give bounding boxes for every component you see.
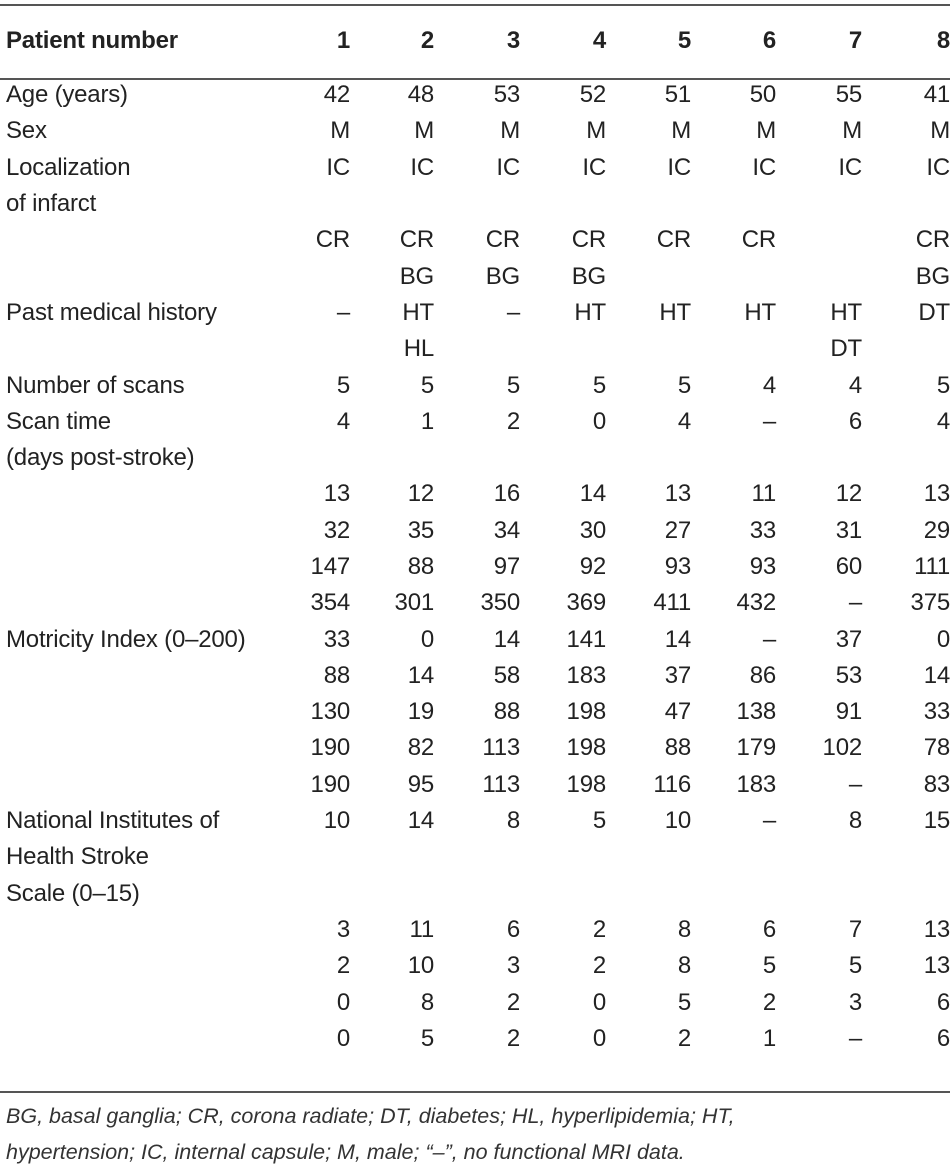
table-row [0,912,950,948]
table-row [0,767,950,803]
table-cell: 88 [493,698,520,726]
table-cell [862,186,950,222]
table-cell: 34 [493,516,520,544]
table-cell: HT [402,298,434,326]
table-cell: 60 [835,553,862,580]
table-cell: IC [926,153,950,181]
table-cell: IC [410,153,434,181]
table-cell: 2 [592,952,606,980]
table-cell: 83 [923,770,950,798]
table-cell: 198 [566,770,606,798]
table-cell: 58 [493,661,520,689]
table-cell: 2 [506,988,520,1016]
table-cell: 10 [323,807,350,835]
table-cell: 5 [848,952,862,980]
table-cell: – [848,1024,862,1052]
table-cell: 5 [762,952,776,980]
table-cell: 8 [677,915,691,943]
row-label [0,258,286,294]
table-cell: 354 [310,589,350,617]
table-cell: 183 [736,770,776,798]
table-cell: 14 [407,661,434,689]
table-cell: 8 [420,988,434,1016]
table-cell: 301 [394,589,434,617]
table-cell: 111 [914,553,950,580]
table-cell [862,839,950,875]
table-cell: 190 [310,734,350,762]
header-patient-6: 6 [762,27,776,54]
table-cell: 13 [323,480,350,508]
header-row [0,5,950,77]
table-cell: 8 [506,807,520,835]
table-cell: – [506,298,520,326]
table-row [0,621,950,657]
row-label: Scan time [6,407,111,435]
table-cell [776,876,862,912]
table-cell [691,258,776,294]
row-label [0,476,286,512]
table-row [0,77,950,113]
row-label [0,658,286,694]
header-patient-1: 1 [336,27,350,54]
table-row [0,948,950,984]
table-cell: 93 [664,553,691,580]
table-cell: 0 [592,407,606,435]
table-cell [691,876,776,912]
table-cell: 190 [310,770,350,798]
table-cell: CR [741,226,776,254]
table-cell: 2 [336,952,350,980]
table-cell: 198 [566,698,606,726]
table-cell [776,258,862,294]
table-cell: 41 [923,81,950,109]
table-cell: 113 [482,734,520,762]
table-cell: 0 [336,988,350,1016]
table-cell: 33 [323,625,350,653]
table-cell [520,876,606,912]
row-label: Past medical history [6,298,217,326]
table-cell: 37 [664,661,691,689]
table-cell [286,258,350,294]
table-cell: 198 [566,734,606,762]
table-cell: 95 [407,770,434,798]
table-row [0,150,950,186]
table-cell: 7 [848,915,862,943]
header-patient-5: 5 [677,27,691,54]
table-cell: CR [656,226,691,254]
table-row [0,839,950,875]
table-cell: 113 [482,770,520,798]
table-cell: HT [744,298,776,326]
table-cell: 5 [936,371,950,399]
table-cell [606,186,691,222]
table-cell: 42 [323,81,350,109]
row-label [0,585,286,621]
table-cell: 48 [407,81,434,109]
table-cell: 6 [936,988,950,1016]
table-cell: 27 [664,516,691,544]
table-cell: 97 [493,553,520,580]
table-cell [286,186,350,222]
table-cell: 5 [336,371,350,399]
table-cell: 88 [323,661,350,689]
table-cell [776,222,862,258]
table-cell: – [848,589,862,617]
table-cell: 31 [835,516,862,544]
table-cell: 35 [407,516,434,544]
table-cell: M [842,117,862,145]
header-patient-8: 8 [936,27,950,54]
table-cell: 88 [664,734,691,762]
table-cell: 141 [566,625,606,653]
table-cell: 51 [664,81,691,109]
table-cell: DT [918,298,950,326]
table-cell: 47 [664,698,691,726]
table-cell [606,876,691,912]
table-cell [434,440,520,476]
table-cell: 5 [506,371,520,399]
table-cell: HT [574,298,606,326]
table-cell [350,876,434,912]
table-row [0,222,950,258]
footnote [6,1098,946,1170]
table-cell: 116 [653,770,691,798]
table-row [0,440,950,476]
table-cell: M [671,117,691,145]
row-label: National Institutes of [6,807,220,835]
table-cell: 3 [336,915,350,943]
table-cell [776,440,862,476]
table-cell: 6 [848,407,862,435]
table-cell: 53 [835,661,862,689]
row-label: Scale (0–15) [6,879,140,907]
table-cell: DT [830,335,862,363]
table-cell: 6 [506,915,520,943]
table-cell: 0 [420,625,434,653]
table-cell [691,186,776,222]
table-row [0,730,950,766]
table-cell: 10 [664,807,691,835]
table-cell [606,839,691,875]
table-cell: 13 [923,915,950,943]
table-cell [606,258,691,294]
table-cell [520,839,606,875]
table-cell: 5 [592,807,606,835]
header-patient-3: 3 [506,27,520,54]
table-cell: 78 [923,734,950,762]
table-cell: 29 [923,516,950,544]
table-cell: IC [582,153,606,181]
table-row [0,113,950,149]
table-cell: 369 [566,589,606,617]
table-cell: BG [915,262,950,290]
table-cell: 92 [579,553,606,580]
table-cell: BG [399,262,434,290]
table-cell [434,839,520,875]
table-cell: 6 [762,915,776,943]
table-cell: IC [496,153,520,181]
row-label: Number of scans [6,371,185,399]
table-cell: 6 [936,1024,950,1052]
table-cell: 138 [736,698,776,726]
table-row [0,295,950,331]
row-label [0,694,286,730]
table-row [0,803,950,839]
table-cell: 30 [579,516,606,544]
row-label: Motricity Index (0–200) [6,625,246,653]
table-cell [286,331,350,367]
table-cell: M [930,117,950,145]
table-cell: 37 [835,625,862,653]
table-cell: 1 [762,1024,776,1052]
table-cell [286,440,350,476]
table-cell: HT [659,298,691,326]
table-cell: 179 [736,734,776,762]
table-cell: 0 [936,625,950,653]
patient-table [0,5,950,1057]
table-row [0,549,950,585]
header-label: Patient number [6,27,178,54]
table-cell: – [762,407,776,435]
row-label [0,730,286,766]
row-label [0,1021,286,1057]
table-cell: IC [838,153,862,181]
table-row [0,258,950,294]
table-row [0,876,950,912]
table-cell: CR [915,226,950,254]
table-cell: – [336,298,350,326]
table-cell: 53 [493,81,520,109]
table-cell: 0 [336,1024,350,1052]
table-cell: 1 [420,407,434,435]
table-cell: 8 [677,952,691,980]
table-cell: 2 [506,407,520,435]
row-label [0,513,286,549]
table-row [0,585,950,621]
table-cell [434,331,520,367]
table-cell: 11 [409,915,434,943]
table-cell: 5 [420,1024,434,1052]
table-cell: 8 [848,807,862,835]
table-row [0,186,950,222]
table-row [0,476,950,512]
row-label [0,767,286,803]
table-cell [286,839,350,875]
table-cell: 4 [336,407,350,435]
table-cell: 102 [822,734,862,762]
table-row [0,694,950,730]
table-row [0,513,950,549]
table-cell: 13 [923,952,950,980]
table-cell [691,331,776,367]
table-cell: – [762,625,776,653]
footnote-line-2: hypertension; IC, internal capsule; M, male; “–”, no functional MRI data. [6,1140,685,1164]
table-cell: CR [571,226,606,254]
table-cell: 4 [936,407,950,435]
table-cell: 14 [579,480,606,508]
table-cell: 33 [749,516,776,544]
table-cell: 15 [923,807,950,835]
row-label: Health Stroke [6,843,149,871]
row-label: Localization [6,153,131,181]
table-cell: 130 [310,698,350,726]
table-cell [776,186,862,222]
table-cell: 3 [506,952,520,980]
table-cell: M [586,117,606,145]
table-cell [286,876,350,912]
table-cell: 93 [749,553,776,580]
row-label [0,222,286,258]
row-label [0,948,286,984]
table-cell: 33 [923,698,950,726]
table-cell: CR [399,226,434,254]
table-cell: 432 [736,589,776,617]
table-cell [520,440,606,476]
bottom-rule [0,1091,950,1093]
header-patient-2: 2 [420,27,434,54]
table-cell [862,876,950,912]
footnote-line-1: BG, basal ganglia; CR, corona radiate; DT, diabetes; HL, hyperlipidemia; HT, [6,1104,735,1128]
table-cell: 82 [407,734,434,762]
table-cell: 4 [762,371,776,399]
table-cell: 11 [751,480,776,508]
table-cell [350,186,434,222]
table-cell: 12 [835,480,862,508]
table-cell: 91 [835,698,862,726]
table-row [0,367,950,403]
row-label: Age (years) [6,81,128,109]
table-cell: 411 [653,589,691,617]
table-cell: HL [403,335,434,363]
table-cell: 5 [592,371,606,399]
table-cell: M [330,117,350,145]
table-cell: 2 [762,988,776,1016]
table-cell: BG [571,262,606,290]
row-label: Sex [6,117,47,145]
header-patient-7: 7 [848,27,862,54]
table-body [0,77,950,1057]
table-cell [434,186,520,222]
table-cell: 5 [677,371,691,399]
table-cell: 5 [677,988,691,1016]
table-cell: 86 [749,661,776,689]
table-cell: 14 [664,625,691,653]
table-cell: M [500,117,520,145]
table-cell: 55 [835,81,862,109]
table-cell [350,440,434,476]
table-cell: – [848,770,862,798]
table-cell [691,440,776,476]
table-cell: 52 [579,81,606,109]
table-cell [776,839,862,875]
table-cell: 350 [480,589,520,617]
table-cell: BG [485,262,520,290]
table-cell: 13 [664,480,691,508]
table-cell: 16 [493,480,520,508]
table-cell [520,186,606,222]
table-cell: 3 [848,988,862,1016]
table-cell: 14 [923,661,950,689]
header-patient-4: 4 [592,27,606,54]
row-label [0,984,286,1020]
row-label [0,331,286,367]
table-cell: 10 [407,952,434,980]
row-label [0,549,286,585]
table-cell: 19 [407,698,434,726]
table-cell [520,331,606,367]
table-cell: IC [326,153,350,181]
table-row [0,658,950,694]
table-cell [434,876,520,912]
table-cell: 4 [848,371,862,399]
table-cell: CR [485,226,520,254]
table-cell [862,331,950,367]
table-cell: HT [830,298,862,326]
table-cell: 2 [592,915,606,943]
table-cell: IC [752,153,776,181]
table-cell: 32 [323,516,350,544]
table-cell: 12 [407,480,434,508]
row-label: (days post-stroke) [6,444,195,472]
table-cell [350,839,434,875]
table-cell: 2 [506,1024,520,1052]
table-cell: 13 [923,480,950,508]
row-label: of infarct [6,190,97,218]
table-cell: 0 [592,988,606,1016]
table-cell: 88 [407,553,434,580]
table-cell: IC [667,153,691,181]
table-cell: CR [315,226,350,254]
table-cell: 50 [749,81,776,109]
table-cell [606,331,691,367]
table-cell: 183 [566,661,606,689]
table-cell [606,440,691,476]
table-row [0,1021,950,1057]
table-cell: 14 [407,807,434,835]
table-cell: M [414,117,434,145]
table-cell [691,839,776,875]
table-cell: 2 [677,1024,691,1052]
table-cell: 0 [592,1024,606,1052]
table-row [0,984,950,1020]
table-cell: M [756,117,776,145]
table-cell: 14 [493,625,520,653]
row-label [0,912,286,948]
table-cell: 147 [310,553,350,580]
table-row [0,331,950,367]
table-cell: 375 [910,589,950,617]
table-cell: 4 [677,407,691,435]
table-row [0,404,950,440]
table-cell: 5 [420,371,434,399]
table-cell: – [762,807,776,835]
table-cell [862,440,950,476]
